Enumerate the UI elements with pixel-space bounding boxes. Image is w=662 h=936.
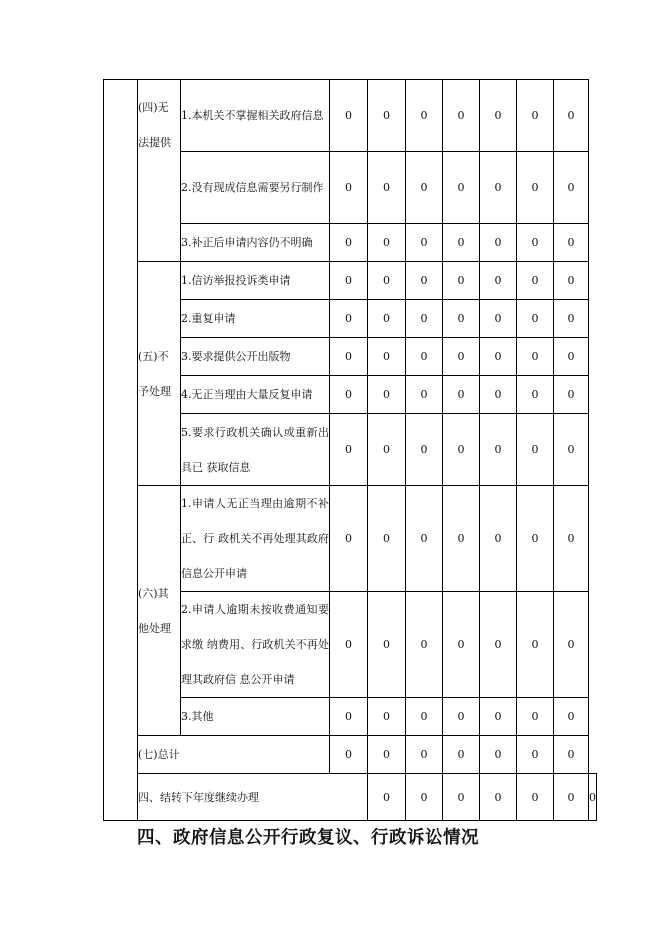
value-cell: 0 <box>406 80 443 152</box>
value-cell: 0 <box>330 262 368 300</box>
value-cell: 0 <box>443 262 480 300</box>
value-cell: 0 <box>554 592 589 698</box>
value-cell: 0 <box>480 338 517 376</box>
item-label: 3.补正后申请内容仍不明确 <box>181 224 330 262</box>
value-cell: 0 <box>368 262 406 300</box>
carry-over-label: 四、结转下年度继续办理 <box>138 774 368 821</box>
value-cell: 0 <box>480 80 517 152</box>
value-cell: 0 <box>443 376 480 414</box>
item-label: 2.重复申请 <box>181 300 330 338</box>
value-cell: 0 <box>589 774 597 821</box>
value-cell: 0 <box>330 736 368 774</box>
value-cell: 0 <box>480 774 517 821</box>
value-cell: 0 <box>330 300 368 338</box>
value-cell: 0 <box>554 774 589 821</box>
value-cell: 0 <box>443 152 480 224</box>
value-cell: 0 <box>443 736 480 774</box>
item-label: 4.无正当理由大量反复申请 <box>181 376 330 414</box>
value-cell: 0 <box>443 414 480 486</box>
value-cell: 0 <box>480 736 517 774</box>
value-cell: 0 <box>330 414 368 486</box>
item-label: 5.要求行政机关确认或重新出具已 获取信息 <box>181 414 330 486</box>
item-label: 2.申请人逾期未按收费通知要求缴 纳费用、行政机关不再处理其政府信 息公开申请 <box>181 592 330 698</box>
value-cell: 0 <box>480 376 517 414</box>
value-cell: 0 <box>368 300 406 338</box>
value-cell: 0 <box>330 152 368 224</box>
value-cell: 0 <box>406 224 443 262</box>
value-cell: 0 <box>443 80 480 152</box>
value-cell: 0 <box>368 736 406 774</box>
value-cell: 0 <box>517 736 554 774</box>
value-cell: 0 <box>368 486 406 592</box>
value-cell: 0 <box>368 152 406 224</box>
value-cell: 0 <box>330 376 368 414</box>
value-cell: 0 <box>480 300 517 338</box>
value-cell: 0 <box>368 698 406 736</box>
value-cell: 0 <box>406 376 443 414</box>
value-cell: 0 <box>480 592 517 698</box>
value-cell: 0 <box>406 338 443 376</box>
statistics-table <box>103 79 597 821</box>
value-cell: 0 <box>480 698 517 736</box>
value-cell: 0 <box>330 592 368 698</box>
category-label: (五)不 予处理 <box>138 262 181 486</box>
value-cell: 0 <box>406 414 443 486</box>
item-label: 3.要求提供公开出版物 <box>181 338 330 376</box>
total-label: (七)总计 <box>138 736 330 774</box>
item-label: 1.信访举报投诉类申请 <box>181 262 330 300</box>
item-label: 1.本机关不掌握相关政府信息 <box>181 80 330 152</box>
value-cell: 0 <box>554 486 589 592</box>
value-cell: 0 <box>517 338 554 376</box>
value-cell: 0 <box>443 774 480 821</box>
value-cell: 0 <box>330 80 368 152</box>
value-cell: 0 <box>480 486 517 592</box>
category-label: (六)其 他处理 <box>138 486 181 736</box>
value-cell: 0 <box>406 152 443 224</box>
value-cell: 0 <box>368 224 406 262</box>
value-cell: 0 <box>554 414 589 486</box>
value-cell: 0 <box>554 338 589 376</box>
value-cell: 0 <box>554 736 589 774</box>
value-cell: 0 <box>368 338 406 376</box>
value-cell: 0 <box>517 80 554 152</box>
value-cell: 0 <box>517 592 554 698</box>
value-cell: 0 <box>406 300 443 338</box>
value-cell: 0 <box>330 486 368 592</box>
item-label: 3.其他 <box>181 698 330 736</box>
value-cell: 0 <box>554 262 589 300</box>
value-cell: 0 <box>330 338 368 376</box>
value-cell: 0 <box>517 224 554 262</box>
section-heading: 四、政府信息公开行政复议、行政诉讼情况 <box>137 828 479 848</box>
value-cell: 0 <box>368 414 406 486</box>
item-label: 2.没有现成信息需要另行制作 <box>181 152 330 224</box>
value-cell: 0 <box>554 300 589 338</box>
value-cell: 0 <box>406 774 443 821</box>
value-cell: 0 <box>443 486 480 592</box>
value-cell: 0 <box>554 80 589 152</box>
section-column <box>104 80 138 821</box>
value-cell: 0 <box>517 698 554 736</box>
value-cell: 0 <box>517 152 554 224</box>
value-cell: 0 <box>554 224 589 262</box>
item-label: 1.申请人无正当理由逾期不补正、行 政机关不再处理其政府信息公开申请 <box>181 486 330 592</box>
value-cell: 0 <box>554 698 589 736</box>
value-cell: 0 <box>368 774 406 821</box>
value-cell: 0 <box>443 592 480 698</box>
value-cell: 0 <box>443 698 480 736</box>
value-cell: 0 <box>406 698 443 736</box>
value-cell: 0 <box>368 592 406 698</box>
value-cell: 0 <box>517 262 554 300</box>
value-cell: 0 <box>368 376 406 414</box>
value-cell: 0 <box>480 224 517 262</box>
value-cell: 0 <box>517 774 554 821</box>
value-cell: 0 <box>554 152 589 224</box>
value-cell: 0 <box>517 414 554 486</box>
value-cell: 0 <box>406 486 443 592</box>
value-cell: 0 <box>330 224 368 262</box>
value-cell: 0 <box>517 376 554 414</box>
value-cell: 0 <box>368 80 406 152</box>
value-cell: 0 <box>406 736 443 774</box>
value-cell: 0 <box>443 338 480 376</box>
value-cell: 0 <box>554 376 589 414</box>
value-cell: 0 <box>443 300 480 338</box>
value-cell: 0 <box>330 698 368 736</box>
value-cell: 0 <box>406 592 443 698</box>
value-cell: 0 <box>480 414 517 486</box>
value-cell: 0 <box>480 262 517 300</box>
category-label: (四)无 法提供 <box>138 80 181 262</box>
value-cell: 0 <box>443 224 480 262</box>
value-cell: 0 <box>406 262 443 300</box>
value-cell: 0 <box>517 300 554 338</box>
value-cell: 0 <box>480 152 517 224</box>
value-cell: 0 <box>517 486 554 592</box>
